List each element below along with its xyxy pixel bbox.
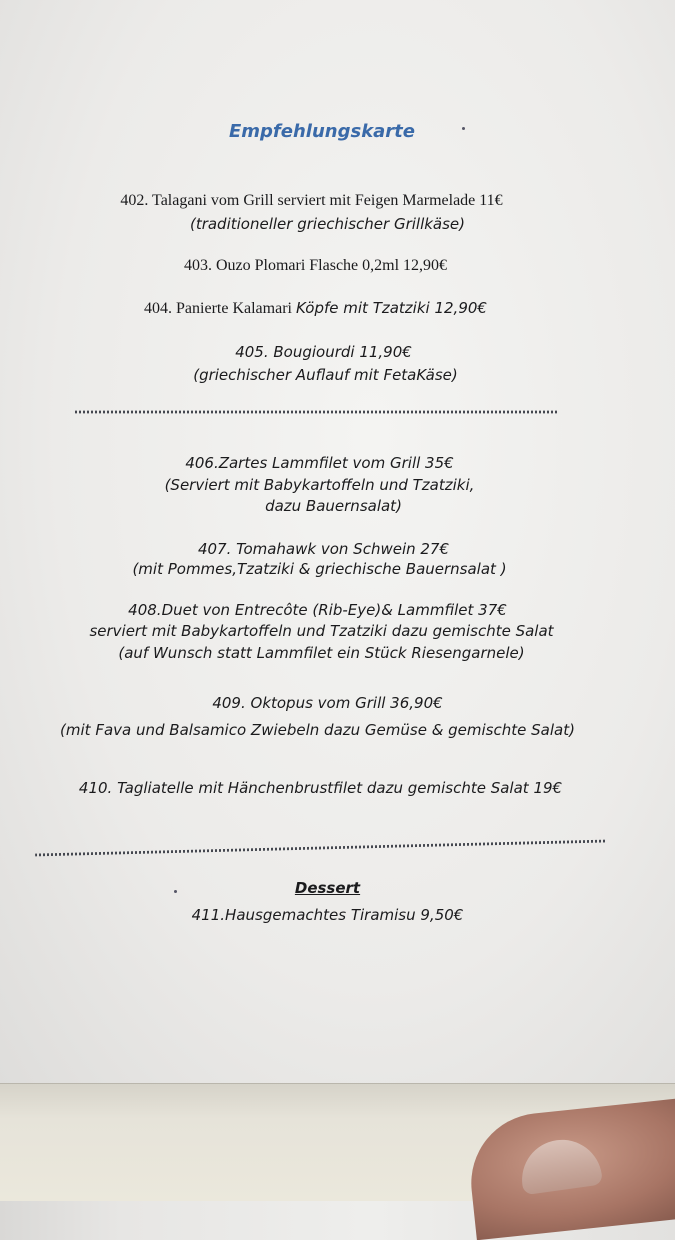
item-402-description: (traditioneller griechischer Grillkäse) xyxy=(189,215,466,233)
speck-mark xyxy=(462,127,465,130)
speck-mark xyxy=(174,890,177,893)
item-408-note: (auf Wunsch statt Lammfilet ein Stück Riesengarnele) xyxy=(118,644,525,662)
dessert-heading: Dessert xyxy=(294,879,361,897)
item-409-name: 409. Oktopus vom Grill 36,90€ xyxy=(212,694,443,712)
item-404 xyxy=(0,299,653,318)
item-405-name: 405. Bougiourdi 11,90€ xyxy=(235,343,412,361)
item-406-description-cont: dazu Bauernsalat) xyxy=(265,497,402,515)
item-408-description: serviert mit Babykartoffeln und Tzatziki dazu gemischte Salat xyxy=(89,622,554,640)
item-404-name: 404. Panierte Kalamari xyxy=(144,300,296,317)
item-408-name: 408.Duet von Entrecôte (Rib-Eye)& Lammfilet 37€ xyxy=(128,601,507,619)
item-405-description: (griechischer Auflauf mit FetaKäse) xyxy=(193,366,458,384)
item-411-name: 411.Hausgemachtes Tiramisu 9,50€ xyxy=(191,906,464,924)
item-403-name: 403. Ouzo Plomari Flasche 0,2ml 12,90€ xyxy=(183,257,448,274)
item-407-name: 407. Tomahawk von Schwein 27€ xyxy=(197,540,450,558)
item-406-description: (Serviert mit Babykartoffeln und Tzatziki, xyxy=(164,476,475,494)
item-409-description: (mit Fava und Balsamico Zwiebeln dazu Gemüse & gemischte Salat) xyxy=(60,721,575,739)
menu-title: Empfehlungskarte xyxy=(229,121,415,142)
item-404-description: Köpfe mit Tzatziki 12,90€ xyxy=(295,299,487,317)
item-406-name: 406.Zartes Lammfilet vom Grill 35€ xyxy=(185,454,454,472)
item-410-name: 410. Tagliatelle mit Hänchenbrustfilet dazu gemischte Salat 19€ xyxy=(78,779,563,797)
item-402-name: 402. Talagani vom Grill serviert mit Feigen Marmelade 11€ xyxy=(120,192,503,209)
item-407-description: (mit Pommes,Tzatziki & griechische Bauernsalat ) xyxy=(132,560,507,578)
